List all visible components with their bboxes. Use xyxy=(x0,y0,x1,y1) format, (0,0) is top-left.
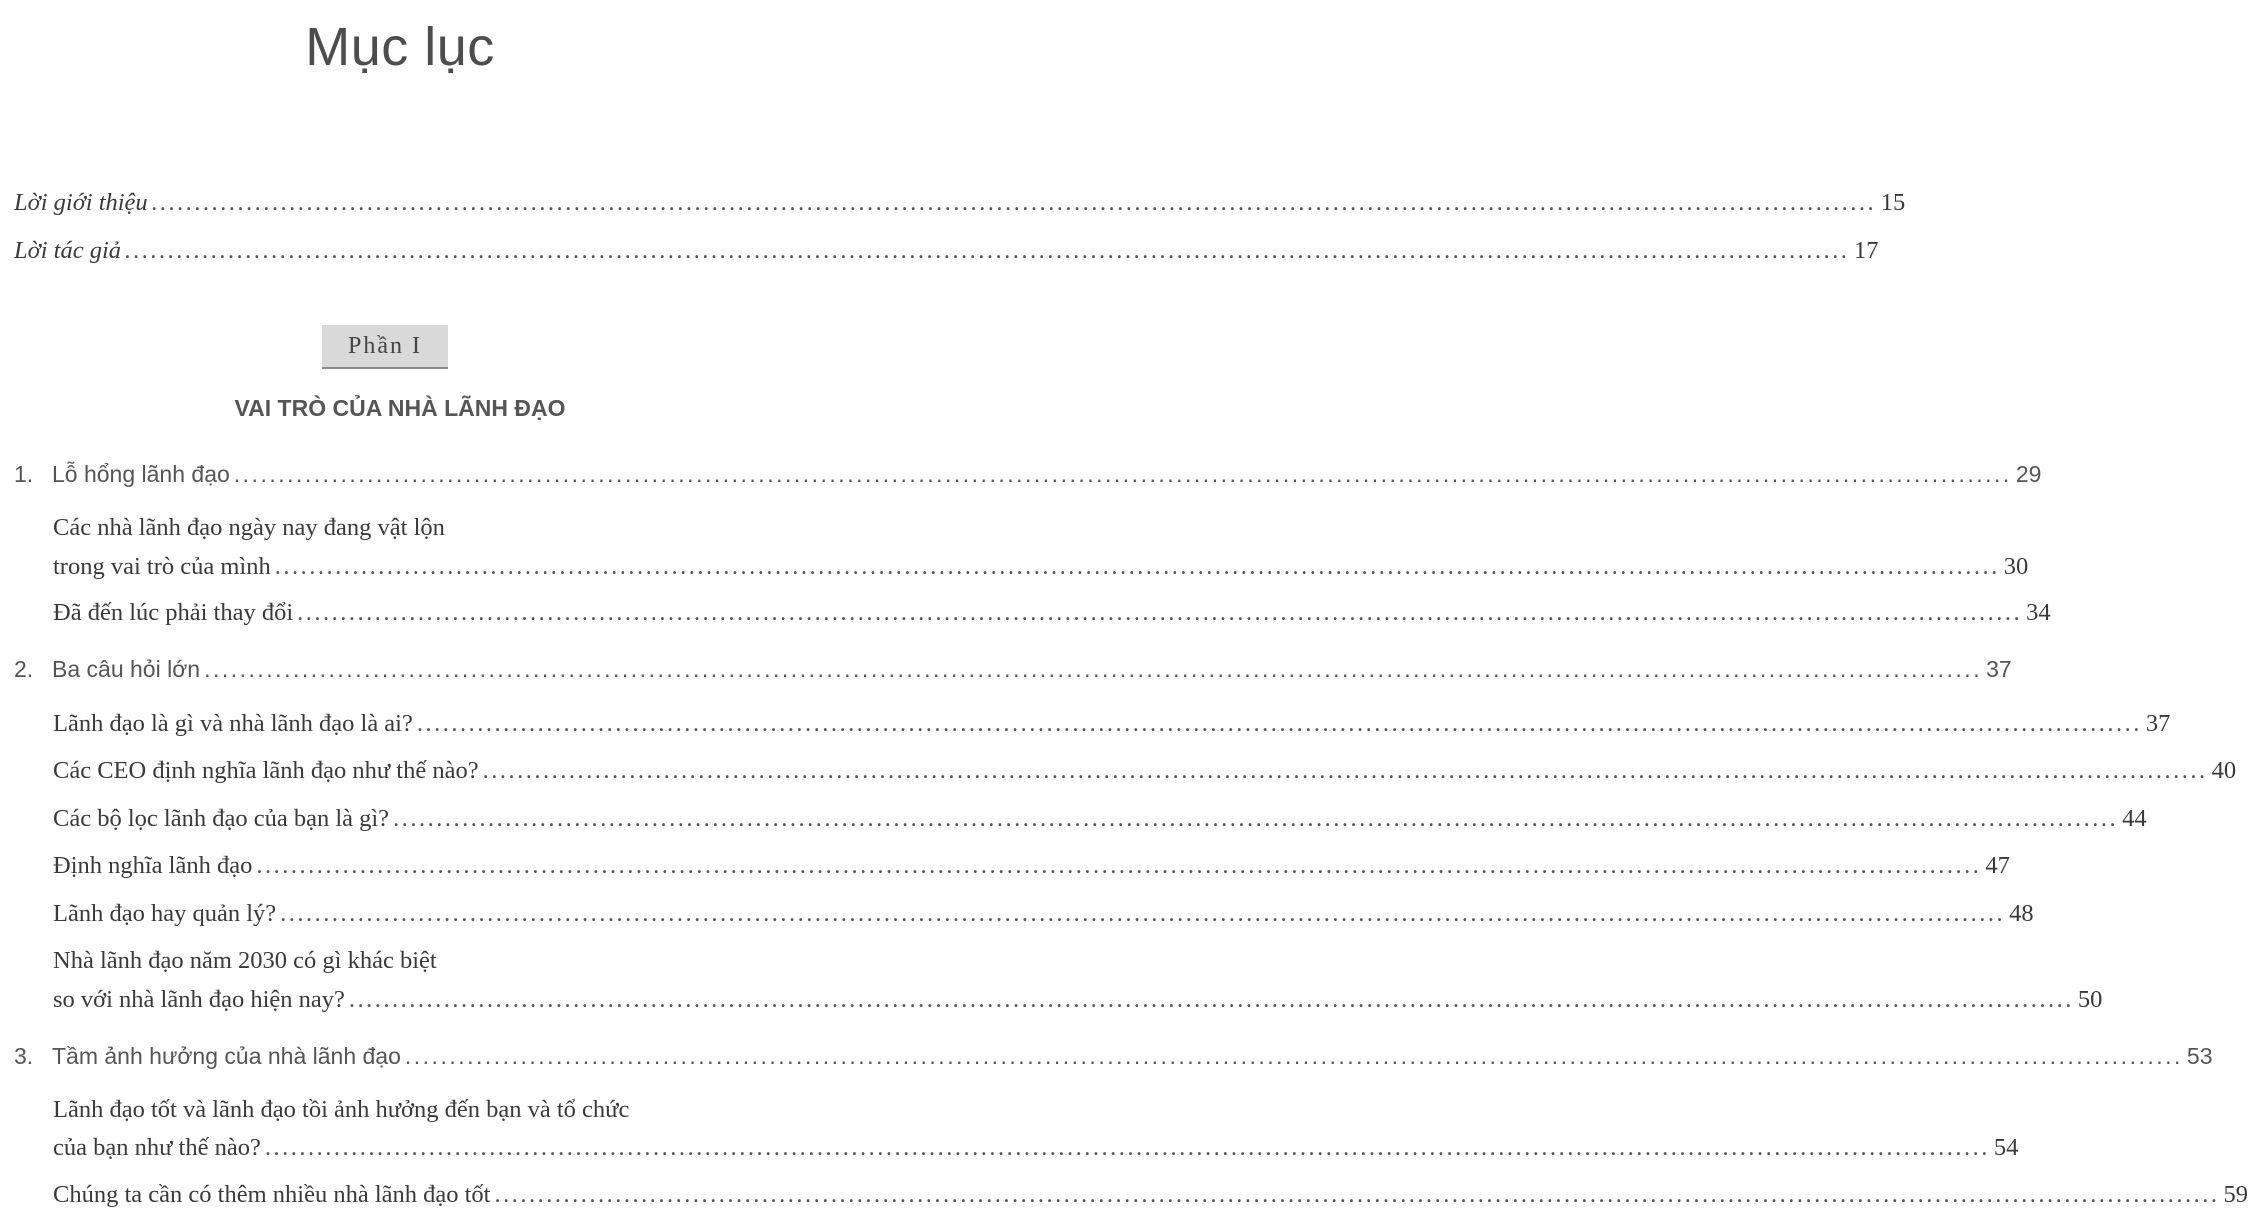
toc-page-number: 59 xyxy=(2223,1181,2248,1208)
chapter-title: Lỗ hổng lãnh đạo xyxy=(52,461,230,487)
chapter-number: 2. xyxy=(14,656,34,682)
chapter-number: 1. xyxy=(14,461,34,487)
toc-entry-label: Các CEO định nghĩa lãnh đạo như thế nào? xyxy=(53,757,479,784)
dot-leader: ........................................................................................................................................................................................................ xyxy=(233,461,2012,487)
dot-leader: ........................................................................................................................................................................................................ xyxy=(494,1181,2220,1208)
toc-section[interactable] xyxy=(53,804,2147,834)
toc-section[interactable] xyxy=(53,899,2034,929)
toc-page-number: 37 xyxy=(2145,710,2171,737)
dot-leader: ........................................................................................................................................................................................................ xyxy=(416,710,2142,737)
part-label xyxy=(322,325,448,369)
toc-entry-label: trong vai trò của mình xyxy=(53,553,271,580)
toc-section-line1: Lãnh đạo tốt và lãnh đạo tồi ảnh hưởng đến bạn và tổ chức xyxy=(53,1096,630,1123)
toc-section[interactable] xyxy=(53,552,2029,582)
chapter-title: Tầm ảnh hưởng của nhà lãnh đạo xyxy=(52,1043,401,1069)
dot-leader: ........................................................................................................................................................................................................ xyxy=(274,553,2000,580)
toc-entry-label: Lời tác giả xyxy=(14,237,121,264)
toc-section[interactable] xyxy=(53,709,2171,739)
dot-leader: ........................................................................................................................................................................................................ xyxy=(264,1134,1990,1161)
toc-entry-label: so với nhà lãnh đạo hiện nay? xyxy=(53,986,345,1013)
dot-leader: ........................................................................................................................................................................................................ xyxy=(204,656,1983,682)
toc-entry-label: của bạn như thế nào? xyxy=(53,1134,261,1161)
toc-page-number: 50 xyxy=(2077,986,2103,1013)
toc-section[interactable] xyxy=(53,985,2103,1015)
part-title: VAI TRÒ CỦA NHÀ LÃNH ĐẠO xyxy=(234,395,566,421)
toc-entry-intro[interactable] xyxy=(14,188,1906,218)
toc-section-line1: Các nhà lãnh đạo ngày nay đang vật lộn xyxy=(53,514,445,541)
toc-entry-label: Định nghĩa lãnh đạo xyxy=(53,852,253,879)
toc-section[interactable] xyxy=(53,1133,2019,1163)
toc-entry-label: Lãnh đạo là gì và nhà lãnh đạo là ai? xyxy=(53,710,413,737)
toc-section[interactable] xyxy=(53,1180,2248,1210)
toc-page-number: 30 xyxy=(2003,553,2029,580)
toc-entry-label: Đã đến lúc phải thay đổi xyxy=(53,599,294,626)
toc-page-number: 29 xyxy=(2015,461,2042,487)
dot-leader: ........................................................................................................................................................................................................ xyxy=(256,852,1982,879)
toc-chapter-1[interactable] xyxy=(14,459,2042,489)
toc-entry-label: Lời giới thiệu xyxy=(14,189,148,216)
toc-chapter-2[interactable] xyxy=(14,654,2012,684)
toc-page-number: 44 xyxy=(2122,805,2147,832)
toc-entry-label: Các bộ lọc lãnh đạo của bạn là gì? xyxy=(53,805,390,832)
page-title: Mục lục xyxy=(305,17,495,77)
dot-leader: ........................................................................................................................................................................................................ xyxy=(297,599,2023,626)
dot-leader: ........................................................................................................................................................................................................ xyxy=(151,189,1877,216)
dot-leader: ........................................................................................................................................................................................................ xyxy=(280,900,2006,927)
toc-section[interactable] xyxy=(53,851,2010,881)
dot-leader: ........................................................................................................................................................................................................ xyxy=(348,986,2074,1013)
toc-page-number: 15 xyxy=(1880,189,1906,216)
toc-page-number: 47 xyxy=(1985,852,2010,879)
toc-chapter-3[interactable] xyxy=(14,1041,2213,1071)
toc-page-number: 37 xyxy=(1986,656,2012,682)
toc-section[interactable] xyxy=(53,756,2237,786)
toc-entry-label: Chúng ta cần có thêm nhiều nhà lãnh đạo tốt xyxy=(53,1181,491,1208)
dot-leader: ........................................................................................................................................................................................................ xyxy=(393,805,2119,832)
toc-page-number: 53 xyxy=(2186,1043,2213,1069)
dot-leader: ........................................................................................................................................................................................................ xyxy=(125,237,1850,264)
toc-page-number: 54 xyxy=(1993,1134,2019,1161)
part-label-text: Phần I xyxy=(348,332,422,359)
chapter-number: 3. xyxy=(14,1043,34,1069)
toc-section[interactable] xyxy=(53,598,2051,628)
dot-leader: ........................................................................................................................................................................................................ xyxy=(482,757,2208,784)
toc-page-number: 34 xyxy=(2026,599,2051,626)
chapter-title: Ba câu hỏi lớn xyxy=(52,656,201,682)
toc-entry-author-note[interactable] xyxy=(14,236,1879,266)
toc-section-line1: Nhà lãnh đạo năm 2030 có gì khác biệt xyxy=(53,947,437,974)
toc-page-number: 48 xyxy=(2009,900,2034,927)
dot-leader: ........................................................................................................................................................................................................ xyxy=(404,1043,2183,1069)
toc-page-number: 40 xyxy=(2211,757,2237,784)
toc-entry-label: Lãnh đạo hay quản lý? xyxy=(53,900,277,927)
toc-page-number: 17 xyxy=(1854,237,1879,264)
